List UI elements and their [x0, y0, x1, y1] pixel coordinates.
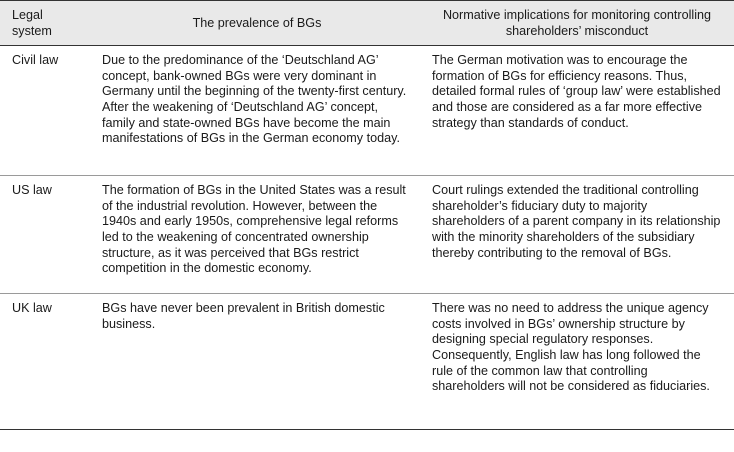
cell-legal-system: US law	[12, 183, 52, 198]
header-legal-system	[0, 1, 90, 46]
header-prevalence: The prevalence of BGs	[192, 15, 322, 30]
header-legal-system-line2: system	[12, 23, 52, 38]
cell-legal-system: Civil law	[12, 53, 59, 68]
cell-prevalence: The formation of BGs in the United States was a result of the industrial revolution. However, between the 1940s and early 1950s, comprehensive legal reforms led to the weakening of concentrated ownership structure, as it was perceived that BGs restrict competition in the domestic economy.	[102, 183, 406, 276]
cell-normative-implications: There was no need to address the unique agency costs involved in BGs’ ownership structure by designing special regulatory responses. Consequently, English law has long followed the rule of the common law that controlling shareholders will not be considered as fiduciaries.	[432, 301, 710, 394]
table-header	[0, 1, 734, 46]
header-normative-implications: Normative implications for monitoring controlling shareholders’ misconduct	[442, 8, 712, 38]
cell-normative-implications: Court rulings extended the traditional controlling shareholder’s fiduciary duty to majority shareholders of a parent company in its relationship with the minority shareholders of the subsidiary thereby contributing to the removal of BGs.	[432, 183, 721, 260]
cell-legal-system: UK law	[12, 301, 52, 316]
cell-normative-implications: The German motivation was to encourage the formation of BGs for efficiency reasons. Thus, detailed formal rules of ‘group law’ were established and those are considered as a far more effective strategy than standards of conduct.	[432, 53, 721, 130]
header-legal-system-line1: Legal	[12, 8, 43, 22]
table-row-us-law	[0, 176, 734, 294]
table-row-civil-law	[0, 46, 734, 176]
header-row	[0, 1, 734, 46]
table-row-uk-law	[0, 294, 734, 430]
cell-prevalence: Due to the predominance of the ‘Deutschland AG’ concept, bank-owned BGs were very dominant in Germany until the beginning of the twenty-first century. After the weakening of ‘Deutschland AG’ concept, family and state-owned BGs have become the main manifestations of BGs in the German economy today.	[102, 53, 407, 146]
cell-prevalence: BGs have never been prevalent in British domestic business.	[102, 301, 385, 331]
table-body	[0, 46, 734, 430]
